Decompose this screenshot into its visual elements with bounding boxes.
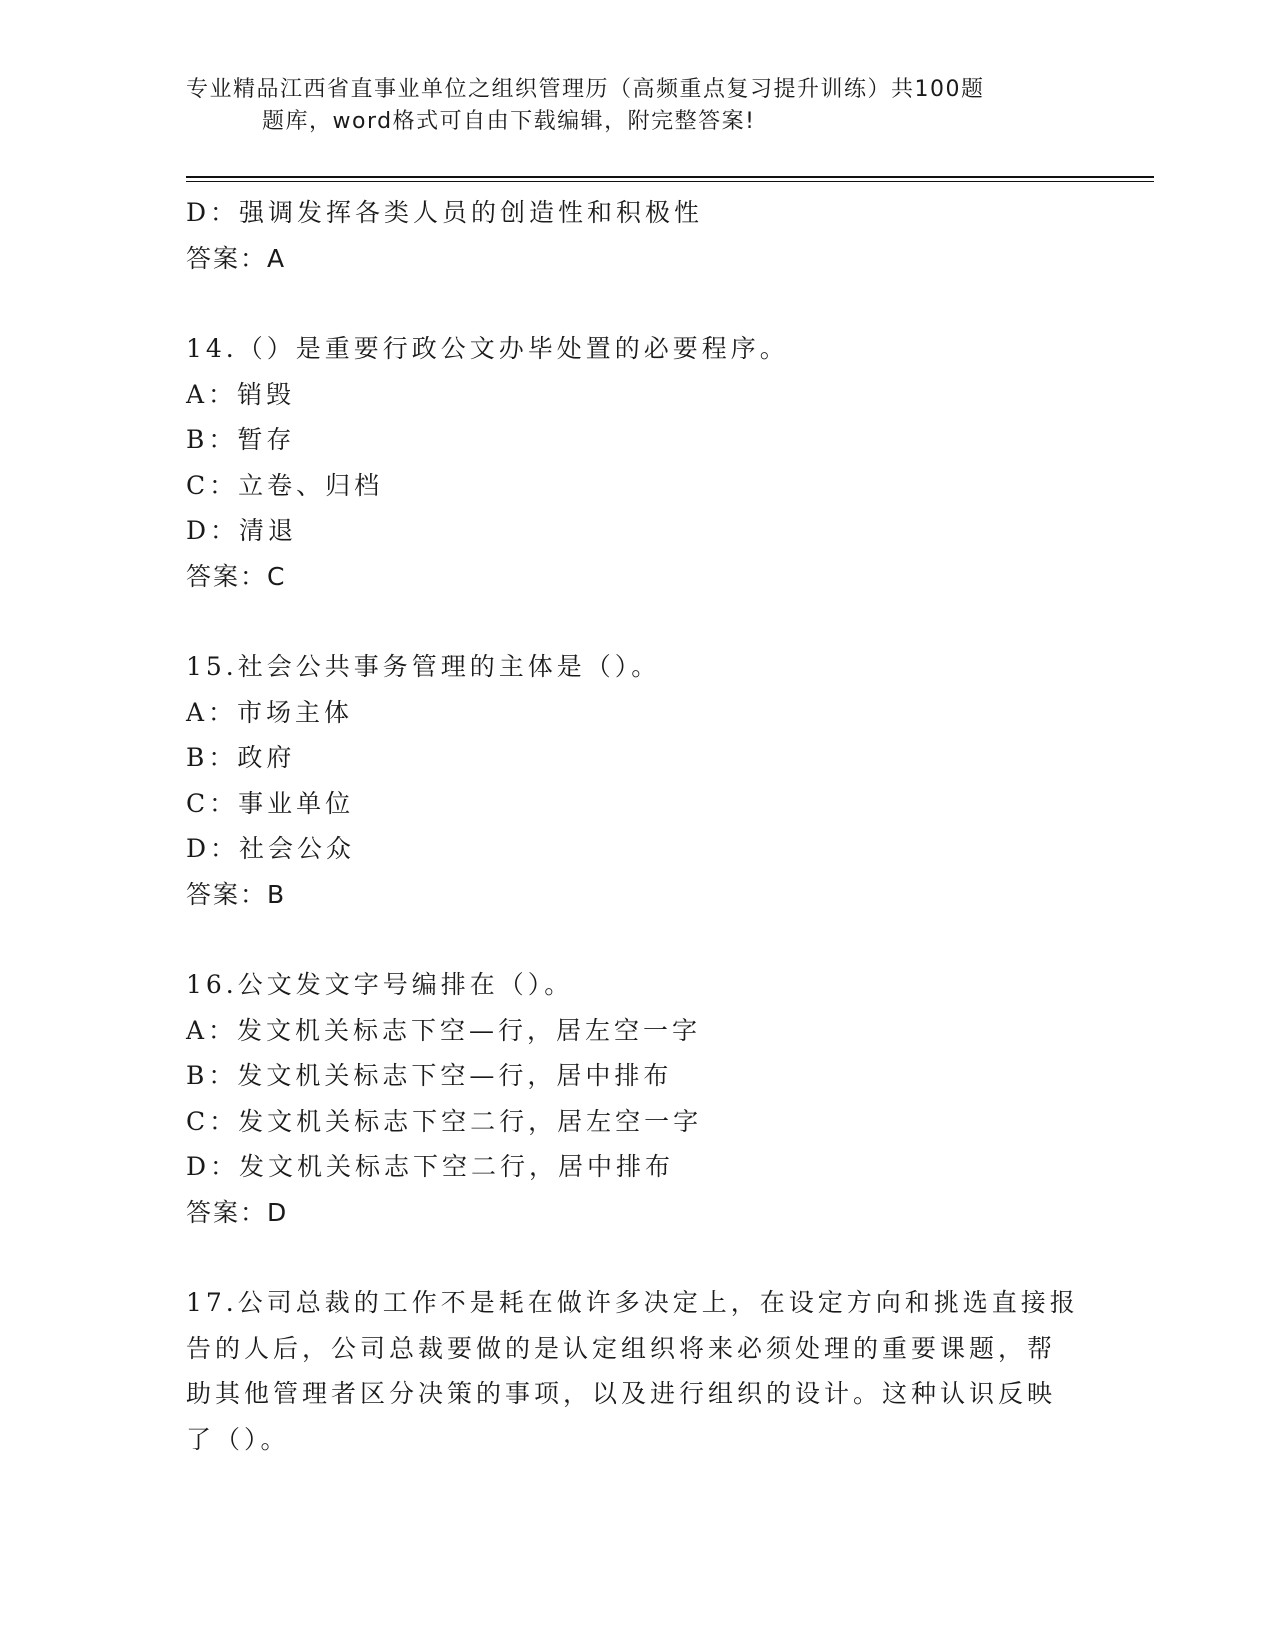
option-b: B：暂存 [186, 425, 296, 454]
spacer [186, 1235, 1086, 1280]
option-d: D：社会公众 [186, 834, 356, 863]
question-stem-line-3: 助其他管理者区分决策的事项，以及进行组织的设计。这种认识反映 [186, 1379, 1057, 1408]
option-b: B：发文机关标志下空—行，居中排布 [186, 1061, 673, 1090]
document-header [186, 74, 1066, 138]
header-rule-thick [186, 176, 1154, 178]
question-13 [186, 190, 1086, 281]
header-rule-thin [186, 181, 1154, 182]
option-b: B：政府 [186, 743, 296, 772]
option-d: D：强调发挥各类人员的创造性和积极性 [186, 198, 704, 227]
option-c: C：事业单位 [186, 788, 355, 818]
spacer [186, 599, 1086, 644]
question-list [186, 190, 1086, 1462]
question-stem-line-1: 17.公司总裁的工作不是耗在做许多决定上，在设定方向和挑选直接报 [186, 1288, 1079, 1317]
question-17 [186, 1280, 1086, 1462]
question-stem: 15.社会公共事务管理的主体是（）。 [186, 652, 661, 681]
option-d: D：清退 [186, 516, 298, 545]
question-15 [186, 644, 1086, 917]
question-stem-line-2: 告的人后，公司总裁要做的是认定组织将来必须处理的重要课题，帮 [186, 1333, 1057, 1363]
option-c: C：发文机关标志下空二行，居左空一字 [186, 1106, 703, 1136]
header-title-line-1: 专业精品江西省直事业单位之组织管理历（高频重点复习提升训练）共100题 [186, 77, 985, 102]
question-14 [186, 326, 1086, 599]
option-a: A：销毁 [186, 379, 296, 409]
option-c: C：立卷、归档 [186, 470, 384, 500]
spacer [186, 917, 1086, 962]
header-title-line-2: 题库，word格式可自由下载编辑，附完整答案! [262, 109, 756, 134]
answer: 答案：D [186, 1197, 289, 1227]
spacer [186, 281, 1086, 326]
question-stem: 14.（）是重要行政公文办毕处置的必要程序。 [186, 334, 789, 363]
option-d: D：发文机关标志下空二行，居中排布 [186, 1152, 675, 1181]
answer: 答案：A [186, 243, 287, 273]
question-stem: 16.公文发文字号编排在（）。 [186, 970, 574, 999]
question-16 [186, 962, 1086, 1235]
answer: 答案：C [186, 561, 287, 591]
option-a: A：市场主体 [186, 697, 354, 727]
answer: 答案：B [186, 879, 287, 909]
question-stem-line-4: 了（）。 [186, 1424, 290, 1454]
option-a: A：发文机关标志下空—行，居左空一字 [186, 1015, 702, 1045]
